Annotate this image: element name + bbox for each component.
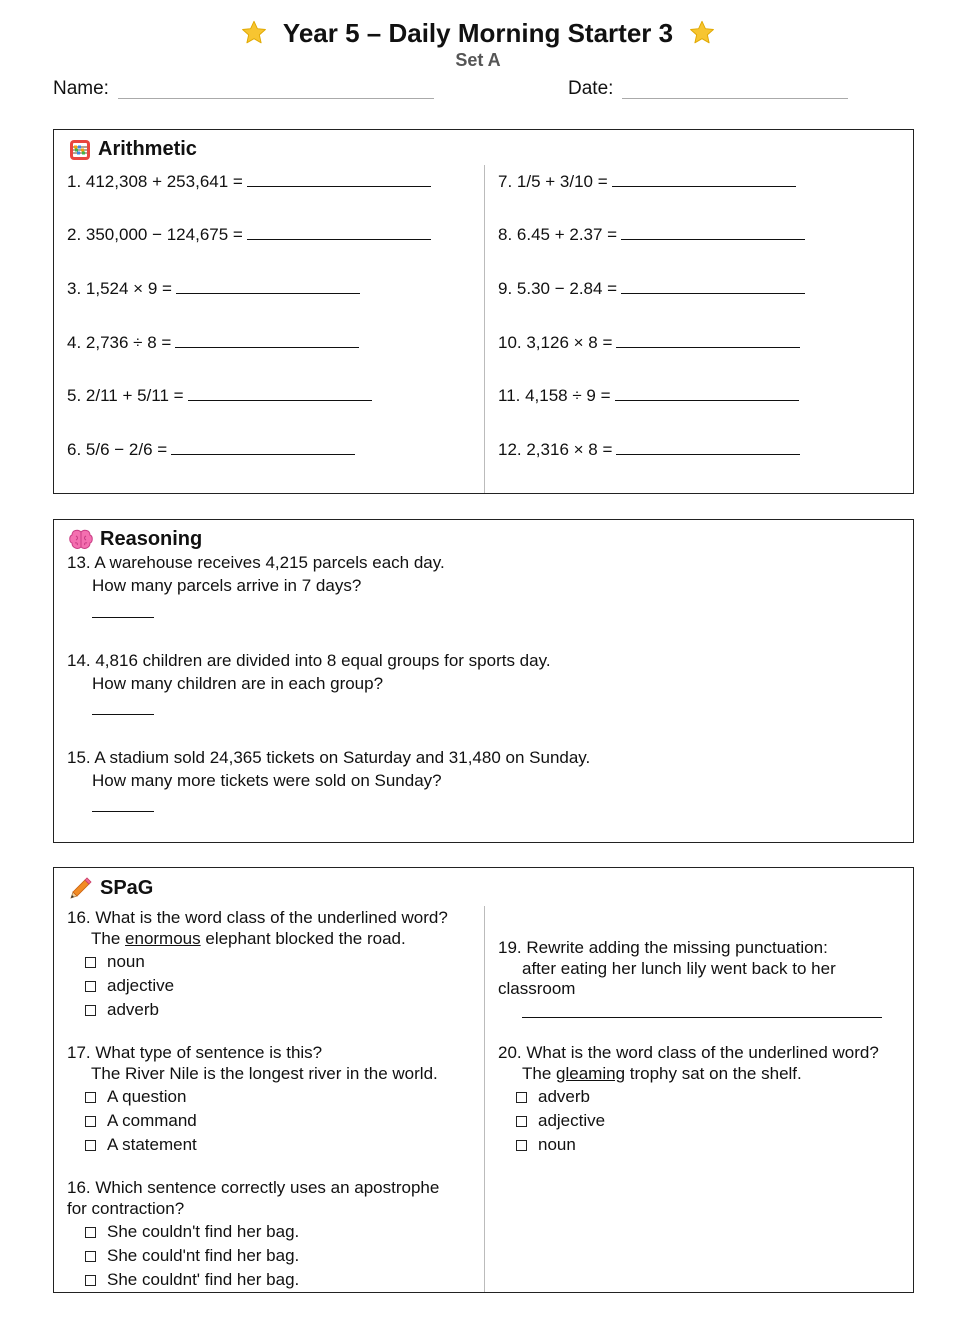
option-noun[interactable]: [85, 952, 145, 972]
answer-line[interactable]: [176, 279, 360, 294]
checkbox[interactable]: [85, 1251, 96, 1262]
answer-line[interactable]: [612, 172, 796, 187]
spag-sentence: The River Nile is the longest river in the world.: [91, 1064, 438, 1083]
answer-line[interactable]: [616, 333, 800, 348]
spag-question-16: 16. What is the word class of the underlined word?: [67, 908, 448, 927]
reasoning-section: [53, 519, 914, 843]
option-sentence-b[interactable]: [85, 1246, 299, 1266]
sentence-text: trophy sat on the shelf.: [625, 1064, 802, 1083]
spag-title: SPaG: [100, 876, 154, 899]
checkbox[interactable]: [85, 1140, 96, 1151]
answer-line[interactable]: [92, 617, 154, 618]
arithmetic-question-10: [498, 333, 800, 353]
answer-line[interactable]: [621, 279, 805, 294]
answer-line[interactable]: [522, 1017, 882, 1018]
arithmetic-question-2: [67, 225, 431, 245]
option-adverb[interactable]: [516, 1087, 590, 1107]
question-text: 10. 3,126 × 8 =: [498, 333, 613, 352]
option-label: She couldnt' find her bag.: [107, 1270, 300, 1289]
answer-line[interactable]: [616, 440, 800, 455]
question-text: 7. 1/5 + 3/10 =: [498, 172, 608, 191]
answer-line[interactable]: [247, 225, 431, 240]
arithmetic-section: [53, 129, 914, 494]
option-label: She couldn't find her bag.: [107, 1222, 300, 1241]
option-sentence-a[interactable]: [85, 1222, 299, 1242]
checkbox[interactable]: [516, 1116, 527, 1127]
date-field[interactable]: [622, 98, 848, 99]
checkbox[interactable]: [516, 1140, 527, 1151]
reasoning-question-15: 15. A stadium sold 24,365 tickets on Saturday and 31,480 on Sunday.: [67, 748, 591, 767]
spag-heading: [69, 876, 153, 900]
question-text: 4. 2,736 ÷ 8 =: [67, 333, 172, 352]
question-text: 3. 1,524 × 9 =: [67, 279, 172, 298]
spag-sentence: [522, 1064, 802, 1084]
arithmetic-question-9: [498, 279, 805, 299]
underlined-word: enormous: [125, 929, 201, 948]
question-text: 8. 6.45 + 2.37 =: [498, 225, 618, 244]
arithmetic-title: Arithmetic: [98, 138, 197, 160]
checkbox[interactable]: [85, 1116, 96, 1127]
spag-sentence-cont: classroom: [498, 979, 576, 998]
spag-question-apostrophe: 16. Which sentence correctly uses an apostrophe: [67, 1178, 440, 1197]
option-noun[interactable]: [516, 1135, 576, 1155]
name-field[interactable]: [118, 98, 434, 99]
answer-line[interactable]: [621, 225, 805, 240]
question-text: 2. 350,000 − 124,675 =: [67, 225, 243, 244]
arithmetic-heading: [69, 138, 197, 161]
star-icon: [688, 19, 716, 47]
reasoning-heading: [69, 528, 202, 551]
set-label: Set A: [455, 50, 501, 70]
option-question[interactable]: [85, 1087, 186, 1107]
option-label: adjective: [538, 1111, 606, 1130]
option-label: A command: [107, 1111, 197, 1130]
answer-line[interactable]: [92, 811, 154, 812]
option-sentence-c[interactable]: [85, 1270, 299, 1290]
reasoning-question-13: 13. A warehouse receives 4,215 parcels each day.: [67, 553, 445, 572]
answer-line[interactable]: [615, 386, 799, 401]
option-label: She could'nt find her bag.: [107, 1246, 300, 1265]
spag-question-apostrophe-cont: for contraction?: [67, 1199, 185, 1218]
name-label: Name:: [53, 78, 109, 99]
arithmetic-question-3: [67, 279, 360, 299]
option-label: A question: [107, 1087, 187, 1106]
arithmetic-question-7: [498, 172, 796, 192]
checkbox[interactable]: [85, 1227, 96, 1238]
answer-line[interactable]: [171, 440, 355, 455]
option-label: adverb: [107, 1000, 159, 1019]
brain-icon: [69, 529, 93, 551]
answer-line[interactable]: [188, 386, 372, 401]
spag-question-19: 19. Rewrite adding the missing punctuation:: [498, 938, 828, 957]
underlined-word: gleaming: [556, 1064, 626, 1083]
title-text: Year 5 – Daily Morning Starter 3: [282, 17, 674, 48]
spag-question-20: 20. What is the word class of the underlined word?: [498, 1043, 879, 1062]
arithmetic-question-8: [498, 225, 805, 245]
answer-line[interactable]: [92, 714, 154, 715]
option-label: A statement: [107, 1135, 197, 1154]
sentence-text: The: [91, 929, 126, 948]
checkbox[interactable]: [85, 1092, 96, 1103]
option-adverb[interactable]: [85, 1000, 159, 1020]
checkbox[interactable]: [85, 981, 96, 992]
question-text: 12. 2,316 × 8 =: [498, 440, 613, 459]
checkbox[interactable]: [516, 1092, 527, 1103]
arithmetic-question-12: [498, 440, 800, 460]
spag-section: [53, 867, 914, 1293]
reasoning-question-13-prompt: How many parcels arrive in 7 days?: [92, 576, 362, 595]
arithmetic-question-11: [498, 386, 799, 406]
spag-sentence: [91, 929, 406, 949]
option-adjective[interactable]: [516, 1111, 605, 1131]
reasoning-question-14: 14. 4,816 children are divided into 8 equal groups for sports day.: [67, 651, 551, 670]
question-text: 9. 5.30 − 2.84 =: [498, 279, 618, 298]
reasoning-title: Reasoning: [100, 528, 203, 550]
question-text: 1. 412,308 + 253,641 =: [67, 172, 243, 191]
option-label: adverb: [538, 1087, 590, 1106]
page-title: [0, 16, 956, 49]
reasoning-question-14-prompt: How many children are in each group?: [92, 674, 384, 693]
option-label: noun: [538, 1135, 576, 1154]
answer-line[interactable]: [175, 333, 359, 348]
column-divider: [484, 165, 485, 493]
date-label: Date:: [568, 78, 614, 99]
option-label: adjective: [107, 976, 175, 995]
pencil-icon: [69, 876, 93, 900]
checkbox[interactable]: [85, 957, 96, 968]
arithmetic-question-4: [67, 333, 359, 353]
spag-question-17: 17. What type of sentence is this?: [67, 1043, 323, 1062]
star-icon: [240, 19, 268, 47]
arithmetic-question-6: [67, 440, 355, 460]
column-divider: [484, 906, 485, 1292]
checkbox[interactable]: [85, 1275, 96, 1286]
option-command[interactable]: [85, 1111, 197, 1131]
option-statement[interactable]: [85, 1135, 197, 1155]
sentence-text: elephant blocked the road.: [200, 929, 406, 948]
option-label: noun: [107, 952, 145, 971]
abacus-icon: [69, 139, 91, 161]
arithmetic-question-1: [67, 172, 431, 192]
option-adjective[interactable]: [85, 976, 174, 996]
spag-sentence: after eating her lunch lily went back to her: [522, 959, 836, 978]
question-text: 6. 5/6 − 2/6 =: [67, 440, 168, 459]
arithmetic-question-5: [67, 386, 372, 406]
answer-line[interactable]: [247, 172, 431, 187]
checkbox[interactable]: [85, 1005, 96, 1016]
reasoning-question-15-prompt: How many more tickets were sold on Sunday?: [92, 771, 442, 790]
question-text: 5. 2/11 + 5/11 =: [67, 386, 184, 405]
question-text: 11. 4,158 ÷ 9 =: [498, 386, 611, 405]
sentence-text: The: [522, 1064, 557, 1083]
